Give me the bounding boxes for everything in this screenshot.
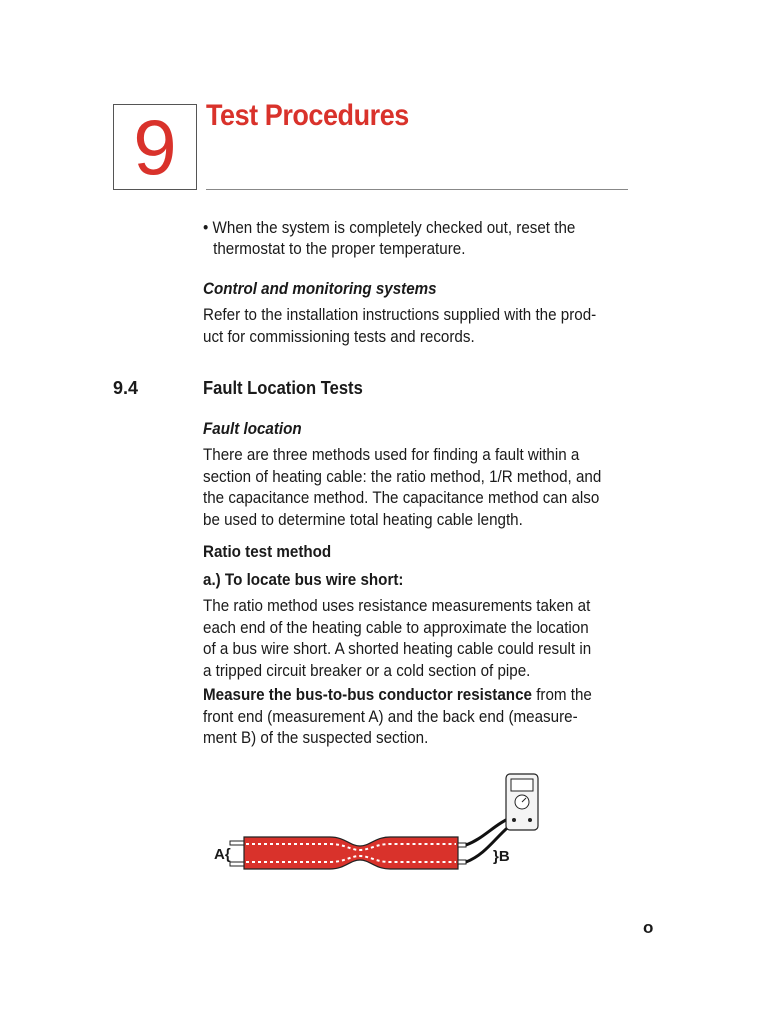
fault-location-heading: Fault location <box>203 420 302 438</box>
ratio-subheading: a.) To locate bus wire short: <box>203 571 404 589</box>
measure-bold-text: Measure the bus-to-bus conductor resistance <box>203 686 532 704</box>
chapter-title: Test Procedures <box>206 99 409 132</box>
measure-line-2: front end (measurement A) and the back end (measure- <box>203 707 578 726</box>
control-paragraph <box>203 305 599 348</box>
chapter-number: 9 <box>133 103 177 191</box>
bullet-marker: • <box>203 219 209 237</box>
chapter-number-box <box>113 104 197 190</box>
paragraph-line: each end of the heating cable to approximate the location <box>203 618 589 637</box>
bullet-line-1: When the system is completely checked out, reset the <box>212 219 576 237</box>
label-a: A{ <box>214 846 231 863</box>
measure-rest-text: from the <box>531 686 592 704</box>
bullet-line-2: thermostat to the proper temperature. <box>213 240 466 258</box>
control-heading: Control and monitoring systems <box>203 280 437 298</box>
heating-cable <box>244 837 458 869</box>
paragraph-line: a tripped circuit breaker or a cold section of pipe. <box>203 661 531 680</box>
ohmmeter-icon <box>506 774 538 830</box>
measure-paragraph <box>203 685 599 750</box>
front-end-wires <box>230 841 245 866</box>
title-rule <box>206 189 628 190</box>
section-title: Fault Location Tests <box>203 378 363 398</box>
paragraph-line: the capacitance method. The capacitance method can also <box>203 489 600 507</box>
paragraph-line: of a bus wire short. A shorted heating cable could result in <box>203 640 592 658</box>
fault-location-paragraph <box>203 445 602 531</box>
measure-line-3: ment B) of the suspected section. <box>203 729 429 747</box>
paragraph-line: section of heating cable: the ratio method, 1/R method, and <box>203 467 602 486</box>
ratio-heading: Ratio test method <box>203 543 332 561</box>
paragraph-line: There are three methods used for finding a fault within a <box>203 446 580 464</box>
section-number: 9.4 <box>113 378 139 398</box>
control-line-1: Refer to the installation instructions supplied with the prod- <box>203 306 597 324</box>
paragraph-line: be used to determine total heating cable length. <box>203 510 523 529</box>
back-end-wires <box>458 843 466 864</box>
paragraph-line: The ratio method uses resistance measurements taken at <box>203 597 591 615</box>
label-b: }B <box>493 848 510 865</box>
page-marker: o <box>643 918 654 937</box>
control-line-2: uct for commissioning tests and records. <box>203 327 475 346</box>
ratio-paragraph <box>203 596 599 682</box>
bullet-item <box>203 218 608 260</box>
